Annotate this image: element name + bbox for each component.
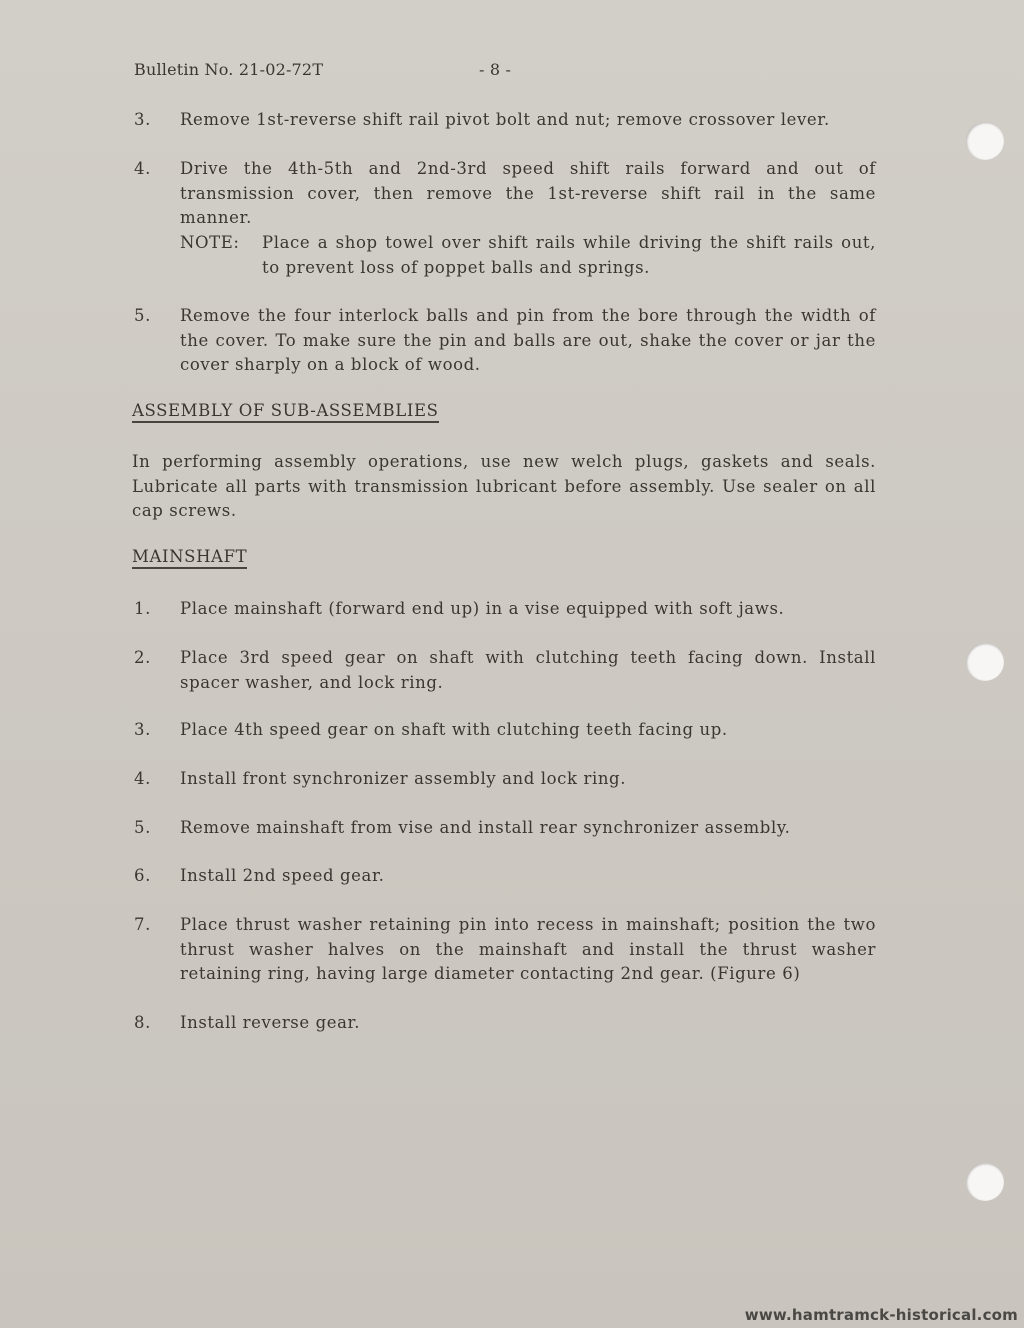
step-text: Drive the 4th-5th and 2nd-3rd speed shift rails forward and out of transmission cover, then remove the 1st-reverse shift rail in the same manner.	[180, 159, 876, 227]
watermark: www.hamtramck-historical.com	[744, 1306, 1018, 1324]
step-number: 8.	[134, 1013, 151, 1032]
step-text: Remove 1st-reverse shift rail pivot bolt and nut; remove crossover lever.	[180, 110, 830, 129]
step-number: 6.	[134, 866, 151, 885]
step-number: 4.	[134, 159, 151, 178]
list-item	[134, 108, 876, 133]
step-text: Install reverse gear.	[180, 1013, 361, 1032]
assembly-paragraph: In performing assembly operations, use new welch plugs, gaskets and seals. Lubricate all parts with transmission lubricant before assembly. Use sealer on all cap screws.	[132, 452, 876, 520]
step-text: Remove the four interlock balls and pin from the bore through the width of the cover. To make sure the pin and balls are out, shake the cover or jar the cover sharply on a block of wood.	[180, 306, 876, 374]
step-text: Remove mainshaft from vise and install rear synchronizer assembly.	[180, 818, 791, 837]
list-item	[134, 767, 876, 792]
list-item	[134, 816, 876, 841]
step-text: Install 2nd speed gear.	[180, 866, 385, 885]
section-heading-mainshaft: MAINSHAFT	[132, 547, 247, 569]
list-item	[134, 1011, 876, 1036]
page-number: - 8 -	[479, 60, 512, 79]
step-text: Place 3rd speed gear on shaft with clutching teeth facing down. Install spacer washer, and lock ring.	[180, 648, 876, 692]
punch-hole	[966, 643, 1004, 681]
list-item	[134, 157, 876, 231]
list-item	[134, 718, 876, 743]
step-number: 3.	[134, 720, 151, 739]
list-item	[134, 864, 876, 889]
step-number: 2.	[134, 648, 151, 667]
page-header	[134, 60, 512, 79]
step-number: 5.	[134, 818, 151, 837]
step-number: 7.	[134, 915, 151, 934]
step-number: 4.	[134, 769, 151, 788]
step-number: 3.	[134, 110, 151, 129]
section-heading-assembly: ASSEMBLY OF SUB-ASSEMBLIES	[132, 401, 439, 423]
step-text: Place thrust washer retaining pin into recess in mainshaft; position the two thrust washer halves on the mainshaft and install the thrust washer retaining ring, having large diameter contacting 2nd gear. (Figure 6)	[180, 915, 876, 983]
note-block	[180, 231, 876, 280]
bulletin-number: Bulletin No. 21-02-72T	[134, 60, 324, 79]
step-text: Place 4th speed gear on shaft with clutching teeth facing up.	[180, 720, 728, 739]
step-text: Place mainshaft (forward end up) in a vise equipped with soft jaws.	[180, 599, 785, 618]
list-item	[134, 304, 876, 378]
list-item	[134, 646, 876, 695]
punch-hole	[966, 122, 1004, 160]
step-number: 1.	[134, 599, 151, 618]
list-item	[134, 913, 876, 987]
list-item	[134, 597, 876, 622]
note-text: Place a shop towel over shift rails while driving the shift rails out, to prevent loss of poppet balls and springs.	[262, 233, 876, 277]
step-number: 5.	[134, 306, 151, 325]
step-text: Install front synchronizer assembly and lock ring.	[180, 769, 627, 788]
note-label: NOTE:	[180, 233, 240, 252]
punch-hole	[966, 1163, 1004, 1201]
